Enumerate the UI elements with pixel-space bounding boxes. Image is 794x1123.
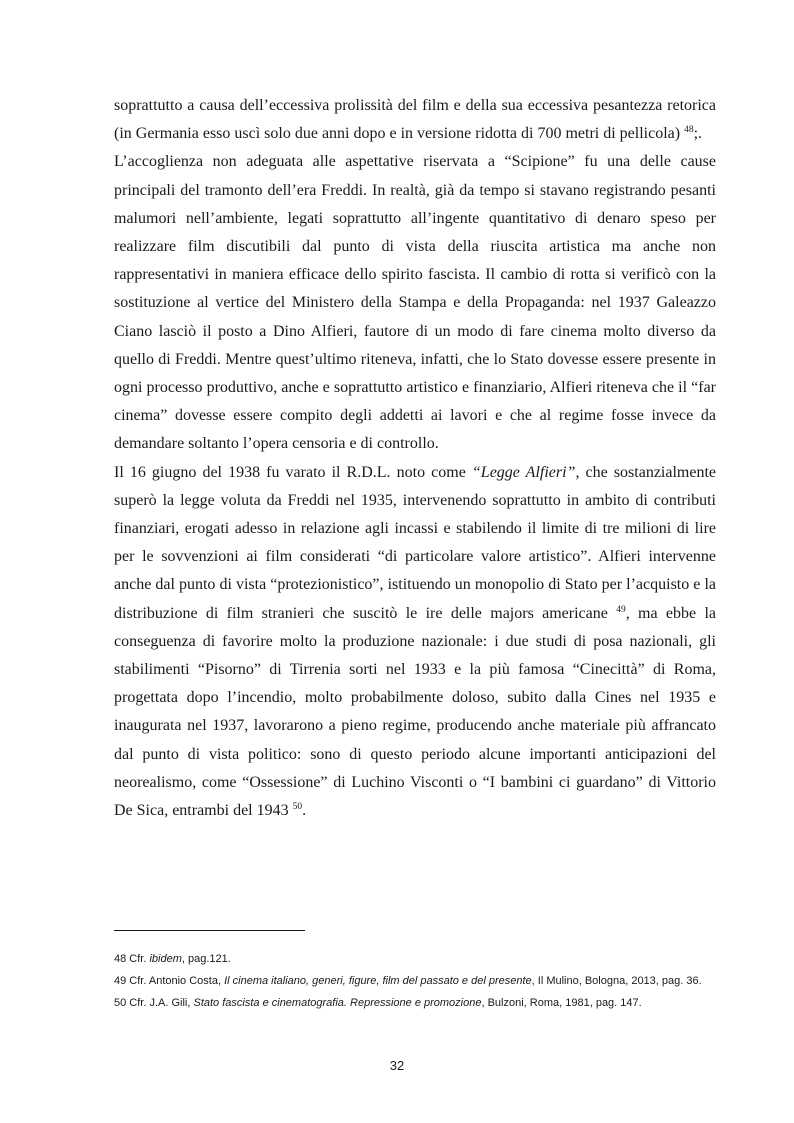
footnote-title: ibidem: [149, 953, 182, 965]
paragraph-3-part2: , che sostanzialmente superò la legge voluta da Freddi nel 1935, intervenendo soprattutto in ambito di contributi finanziari, erogati adesso in relazione agli incassi e stabilendo il limite di tre milioni di lire per le sovvenzioni ai film considerati “di particolare valore artistico”. Alfieri intervenne anche dal punto di vista “protezionistico”, istituendo un monopolio di Stato per l’acquisto e la distribuzione di film stranieri che suscitò le ire delle majors americane: [114, 463, 717, 622]
footnote-number: 50: [114, 997, 127, 1009]
page-number: 32: [389, 1058, 405, 1073]
paragraph-3-part1: Il 16 giugno del 1938 fu varato il R.D.L. noto come: [114, 463, 472, 481]
paragraph-1-text: soprattutto a causa dell’eccessiva prolissità del film e della sua eccessiva pesantezza retorica (in Germania esso uscì solo due anni dopo e in versione ridotta di 700 metri di pellicola): [114, 97, 716, 143]
paragraph-3-end: .: [302, 802, 307, 820]
footnote-text: Cfr. J.A. Gili,: [126, 997, 194, 1009]
footnote-ref-49[interactable]: 49: [616, 604, 626, 615]
footnote-separator: [114, 930, 305, 931]
paragraph-2-text: L’accoglienza non adeguata alle aspettative riservata a “Scipione” fu una delle cause principali del tramonto dell’era Freddi. In realtà, già da tempo si stavano registrando pesanti malumori nell’ambiente, legati soprattutto all’ingente quantitativo di denaro speso per realizzare film discutibili dal punto di vista della riuscita artistica ma anche non rappresentativi in maniera efficace dello spirito fascista. Il cambio di rotta si verificò con la sostituzione al vertice del Ministero della Stampa e della Propaganda: nel 1937 Galeazzo Ciano lasciò il posto a Dino Alfieri, fautore di un modo di fare cinema molto diverso da quello di Freddi. Mentre quest’ultimo riteneva, infatti, che lo Stato dovesse essere presente in ogni processo produttivo, anche e soprattutto artistico e finanziario, Alfieri riteneva che il “far cinema” dovesse essere compito degli addetti ai lavori e che al regime fosse invece da demandare soltanto l’opera censoria e di controllo.: [114, 153, 716, 453]
law-name: “Legge Alfieri”: [471, 463, 576, 481]
paragraph-1: [114, 92, 716, 148]
paragraph-1-end: ;.: [693, 125, 703, 143]
footnotes: [114, 948, 718, 1014]
footnote-ref-50[interactable]: 50: [292, 802, 303, 813]
paragraph-3-part3: , ma ebbe la conseguenza di favorire molto la produzione nazionale: i due studi di posa nazionali, gli stabilimenti “Pisorno” di Tirrenia sorti nel 1933 e la più famosa “Cinecittà” di Roma, progettata dopo l’incendio, molto probabilmente doloso, subito dalla Cines nel 1935 e inaugurata nel 1937, lavorarono a pieno regime, producendo anche materiale più affrancato dal punto di vista politico: sono di questo periodo alcune importanti anticipazioni del neorealismo, come “Ossessione” di Luchino Visconti o “I bambini ci guardano” di Vittorio De Sica, entrambi del 1943: [114, 604, 717, 820]
footnote-49: [114, 970, 718, 992]
footnote-title: Il cinema italiano, generi, figure, film del passato e del presente: [224, 975, 532, 987]
footnote-text: , pag.121.: [181, 953, 231, 965]
footnote-number: 48: [114, 953, 127, 965]
footnote-text: , Bulzoni, Roma, 1981, pag. 147.: [481, 997, 642, 1009]
footnote-text: , Il Mulino, Bologna, 2013, pag. 36.: [531, 975, 702, 987]
footnote-text: Cfr.: [126, 953, 150, 965]
footnote-title: Stato fascista e cinematografia. Repressione e promozione: [193, 997, 482, 1009]
footnote-48: [114, 948, 718, 970]
footnote-ref-48[interactable]: 48: [684, 125, 694, 136]
footnote-number: 49: [114, 975, 127, 987]
footnote-text: Cfr. Antonio Costa,: [126, 975, 225, 987]
paragraph-3: [114, 459, 716, 826]
main-text: [114, 92, 716, 825]
footnote-50: [114, 992, 718, 1014]
paragraph-2: [114, 148, 716, 458]
